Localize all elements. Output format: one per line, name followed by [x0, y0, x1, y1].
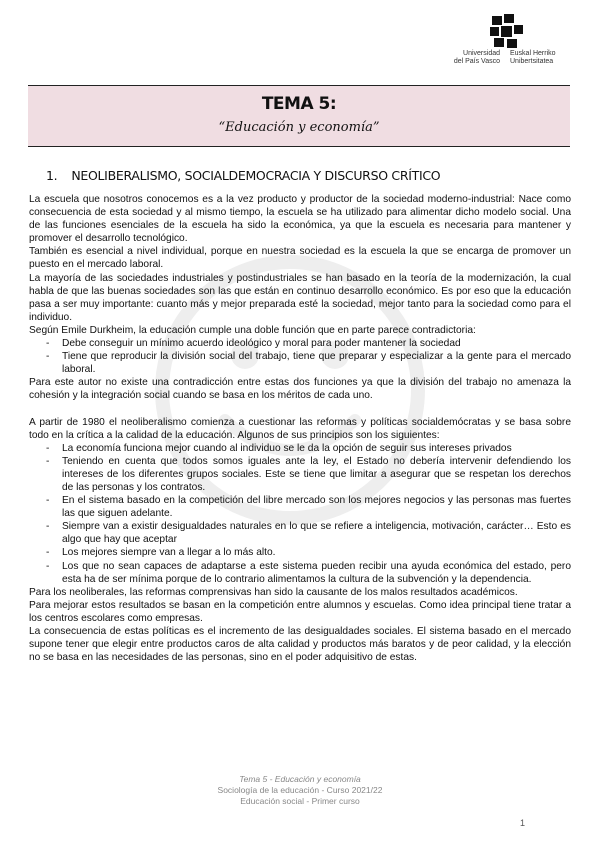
page-subtitle: “Educación y economía” [218, 120, 380, 135]
footer-course: Sociología de la educación - Curso 2021/22 [217, 785, 383, 795]
section-title: NEOLIBERALISMO, SOCIALDEMOCRACIA Y DISCURSO CRÍTICO [71, 168, 441, 183]
section-heading [46, 168, 440, 183]
list-item: - Los que no sean capaces de adaptarse a este sistema pueden recibir una ayuda económica del estado, pero esta ha de ser mínima porque de lo contrario alimentamos la cultura de la subvención y la dependencia. [29, 560, 571, 586]
title-box [28, 85, 570, 147]
list-item: - Siempre van a existir desigualdades naturales en lo que se refiere a inteligencia, motivación, carácter… Esto es algo que hay que aceptar [29, 520, 571, 546]
paragraph: La escuela que nosotros conocemos es a la vez producto y productor de la sociedad moderno-industrial: Nace como consecuencia de esta sociedad y al mismo tiempo, la escuela se ha utilizado para alimentar dicho modelo social. Una de las funciones esenciales de la escuela ha sido la económica, ya que la escuela es necesaria para mantener y promover el desarrollo tecnológico. [29, 194, 571, 245]
list-item: - Teniendo en cuenta que todos somos iguales ante la ley, el Estado no debería intervenir defendiendo los intereses de los diferentes grupos sociales. Este se tiene que limitar a asegurar que se respetan los derechos de las personas y los contratos. [29, 455, 571, 494]
page-title: TEMA 5: [261, 94, 337, 114]
document-body [29, 193, 571, 664]
list-item: - Los mejores siempre van a llegar a lo más alto. [29, 546, 571, 559]
university-emblem-icon [488, 14, 524, 48]
footer-program: Educación social - Primer curso [240, 796, 360, 806]
list-item: - La economía funciona mejor cuando al individuo se le da la opción de seguir sus intereses privados [29, 442, 571, 455]
paragraph: Para este autor no existe una contradicción entre estas dos funciones ya que la división del trabajo no amenaza la cohesión y la integración social cuando se basa en los méritos de cada uno. [29, 377, 571, 402]
page-number: 1 [520, 818, 526, 828]
spacer [29, 403, 571, 416]
footer-topic: Tema 5 - Educación y economía [239, 774, 361, 784]
logo-text-basque: Euskal Herriko Unibertsitatea [510, 50, 556, 65]
bullet-list [29, 337, 571, 376]
paragraph: La mayoría de las sociedades industriales y postindustriales se han basado en la teoría de la modernización, la cual habla de que las buenas sociedades son las que están en continuo desarrollo económico. Es por eso que la educación pasa a ser muy importante: cuanto más y mejor preparada esté la sociedad, mejor tanto para la sociedad como para el individuo. [29, 272, 571, 323]
paragraph: Según Emile Durkheim, la educación cumple una doble función que en parte parece contradictoria: [29, 324, 476, 336]
university-logo [440, 14, 570, 76]
bullet-list [29, 442, 571, 586]
paragraph: Para los neoliberales, las reformas comprensivas han sido la causante de los malos resultados académicos. [29, 586, 518, 598]
paragraph: A partir de 1980 el neoliberalismo comienza a cuestionar las reformas y políticas socialdemócratas y se basa sobre todo en la crítica a la calidad de la educación. Algunos de sus principios son los siguientes: [29, 416, 571, 441]
list-item: - En el sistema basado en la competición del libre mercado son los mejores negocios y las personas mas fuertes las que siguen adelante. [29, 494, 571, 520]
page-footer [0, 774, 600, 807]
paragraph: Para mejorar estos resultados se basan en la competición entre alumnos y escuelas. Como idea principal tiene tratar a los centros escolares como empresas. [29, 599, 571, 624]
paragraph: La consecuencia de estas políticas es el incremento de las desigualdades sociales. El sistema basado en el mercado supone tener que elegir entre productos caros de alta calidad y productos más baratos y de peor calidad, y la elección no se basa en las necesidades de las personas, sino en el poder adquisitivo de estas. [29, 626, 571, 664]
paragraph: También es esencial a nivel individual, porque en nuestra sociedad es la escuela la que se encarga de promover un puesto en el mercado laboral. [29, 246, 571, 271]
section-number: 1. [46, 168, 58, 183]
logo-text-spanish: Universidad del País Vasco [453, 50, 500, 65]
list-item: - Tiene que reproducir la división social del trabajo, tiene que preparar y especializar a la gente para el mercado laboral. [29, 350, 571, 376]
list-item: - Debe conseguir un mínimo acuerdo ideológico y moral para poder mantener la sociedad [29, 337, 571, 350]
